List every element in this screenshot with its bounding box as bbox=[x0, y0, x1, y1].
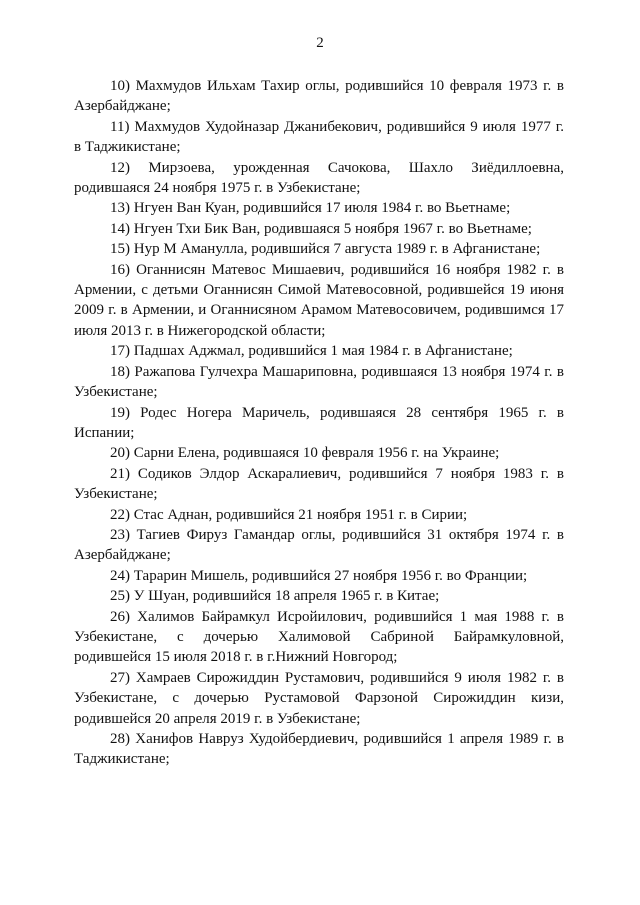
list-item: 26) Халимов Байрамкул Исройилович, родившийся 1 мая 1988 г. в Узбекистане, с дочерью Халимовой Сабриной Байрамкуловной, родившейся 15 июля 2018 г. в г.Нижний Новгород; bbox=[74, 608, 564, 666]
list-item: 17) Падшах Аджмал, родившийся 1 мая 1984 г. в Афганистане; bbox=[110, 343, 513, 360]
list-item: 24) Тарарин Мишель, родившийся 27 ноября 1956 г. во Франции; bbox=[110, 567, 528, 584]
page-number: 2 bbox=[316, 35, 324, 51]
list-item: 28) Ханифов Навруз Худойбердиевич, родившийся 1 апреля 1989 г. в Таджикистане; bbox=[74, 731, 564, 768]
list-item: 25) У Шуан, родившийся 18 апреля 1965 г. в Китае; bbox=[110, 588, 440, 605]
list-item: 12) Мирзоева, урожденная Сачокова, Шахло Зиёдиллоевна, родившаяся 24 ноября 1975 г. в Узбекистане; bbox=[74, 159, 564, 197]
list-item: 27) Хамраев Сирожиддин Рустамович, родившийся 9 июля 1982 г. в Узбекистане, с дочерью Рустамовой Фарзоной Сирожиддин кизи, родившейся 20 апреля 2019 г. в Узбекистане; bbox=[74, 669, 564, 727]
list-item: 16) Оганнисян Матевос Мишаевич, родившийся 16 ноября 1982 г. в Армении, с детьми Оганнисян Симой Матевосовной, родившейся 19 июня 2009 г. в Армении, и Оганнисяном Арамом Матевосовичем, родившимся 17 июля 2013 г. в Нижегородской области; bbox=[74, 261, 564, 339]
list-item: 18) Ражапова Гулчехра Машариповна, родившаяся 13 ноября 1974 г. в Узбекистане; bbox=[74, 363, 564, 401]
list-item: 22) Стас Аднан, родившийся 21 ноября 1951 г. в Сирии; bbox=[110, 506, 468, 523]
list-item: 10) Махмудов Ильхам Тахир оглы, родившийся 10 февраля 1973 г. в Азербайджане; bbox=[74, 78, 564, 115]
list-item: 19) Родес Ногера Маричель, родившаяся 28 сентября 1965 г. в Испании; bbox=[74, 404, 564, 441]
list-item: 14) Нгуен Тхи Бик Ван, родившаяся 5 ноября 1967 г. во Вьетнаме; bbox=[110, 220, 532, 237]
document-body bbox=[74, 76, 564, 770]
list-item: 21) Содиков Элдор Аскаралиевич, родившийся 7 ноября 1983 г. в Узбекистане; bbox=[74, 465, 564, 503]
list-item: 23) Тагиев Фируз Гамандар оглы, родившийся 31 октября 1974 г. в Азербайджане; bbox=[74, 526, 564, 564]
list-item: 15) Нур М Аманулла, родившийся 7 августа 1989 г. в Афганистане; bbox=[110, 241, 541, 258]
list-item: 13) Нгуен Ван Куан, родившийся 17 июля 1984 г. во Вьетнаме; bbox=[110, 200, 511, 217]
list-item: 11) Махмудов Худойназар Джанибекович, родившийся 9 июля 1977 г. в Таджикистане; bbox=[74, 118, 564, 156]
list-item: 20) Сарни Елена, родившаяся 10 февраля 1956 г. на Украине; bbox=[110, 445, 500, 462]
